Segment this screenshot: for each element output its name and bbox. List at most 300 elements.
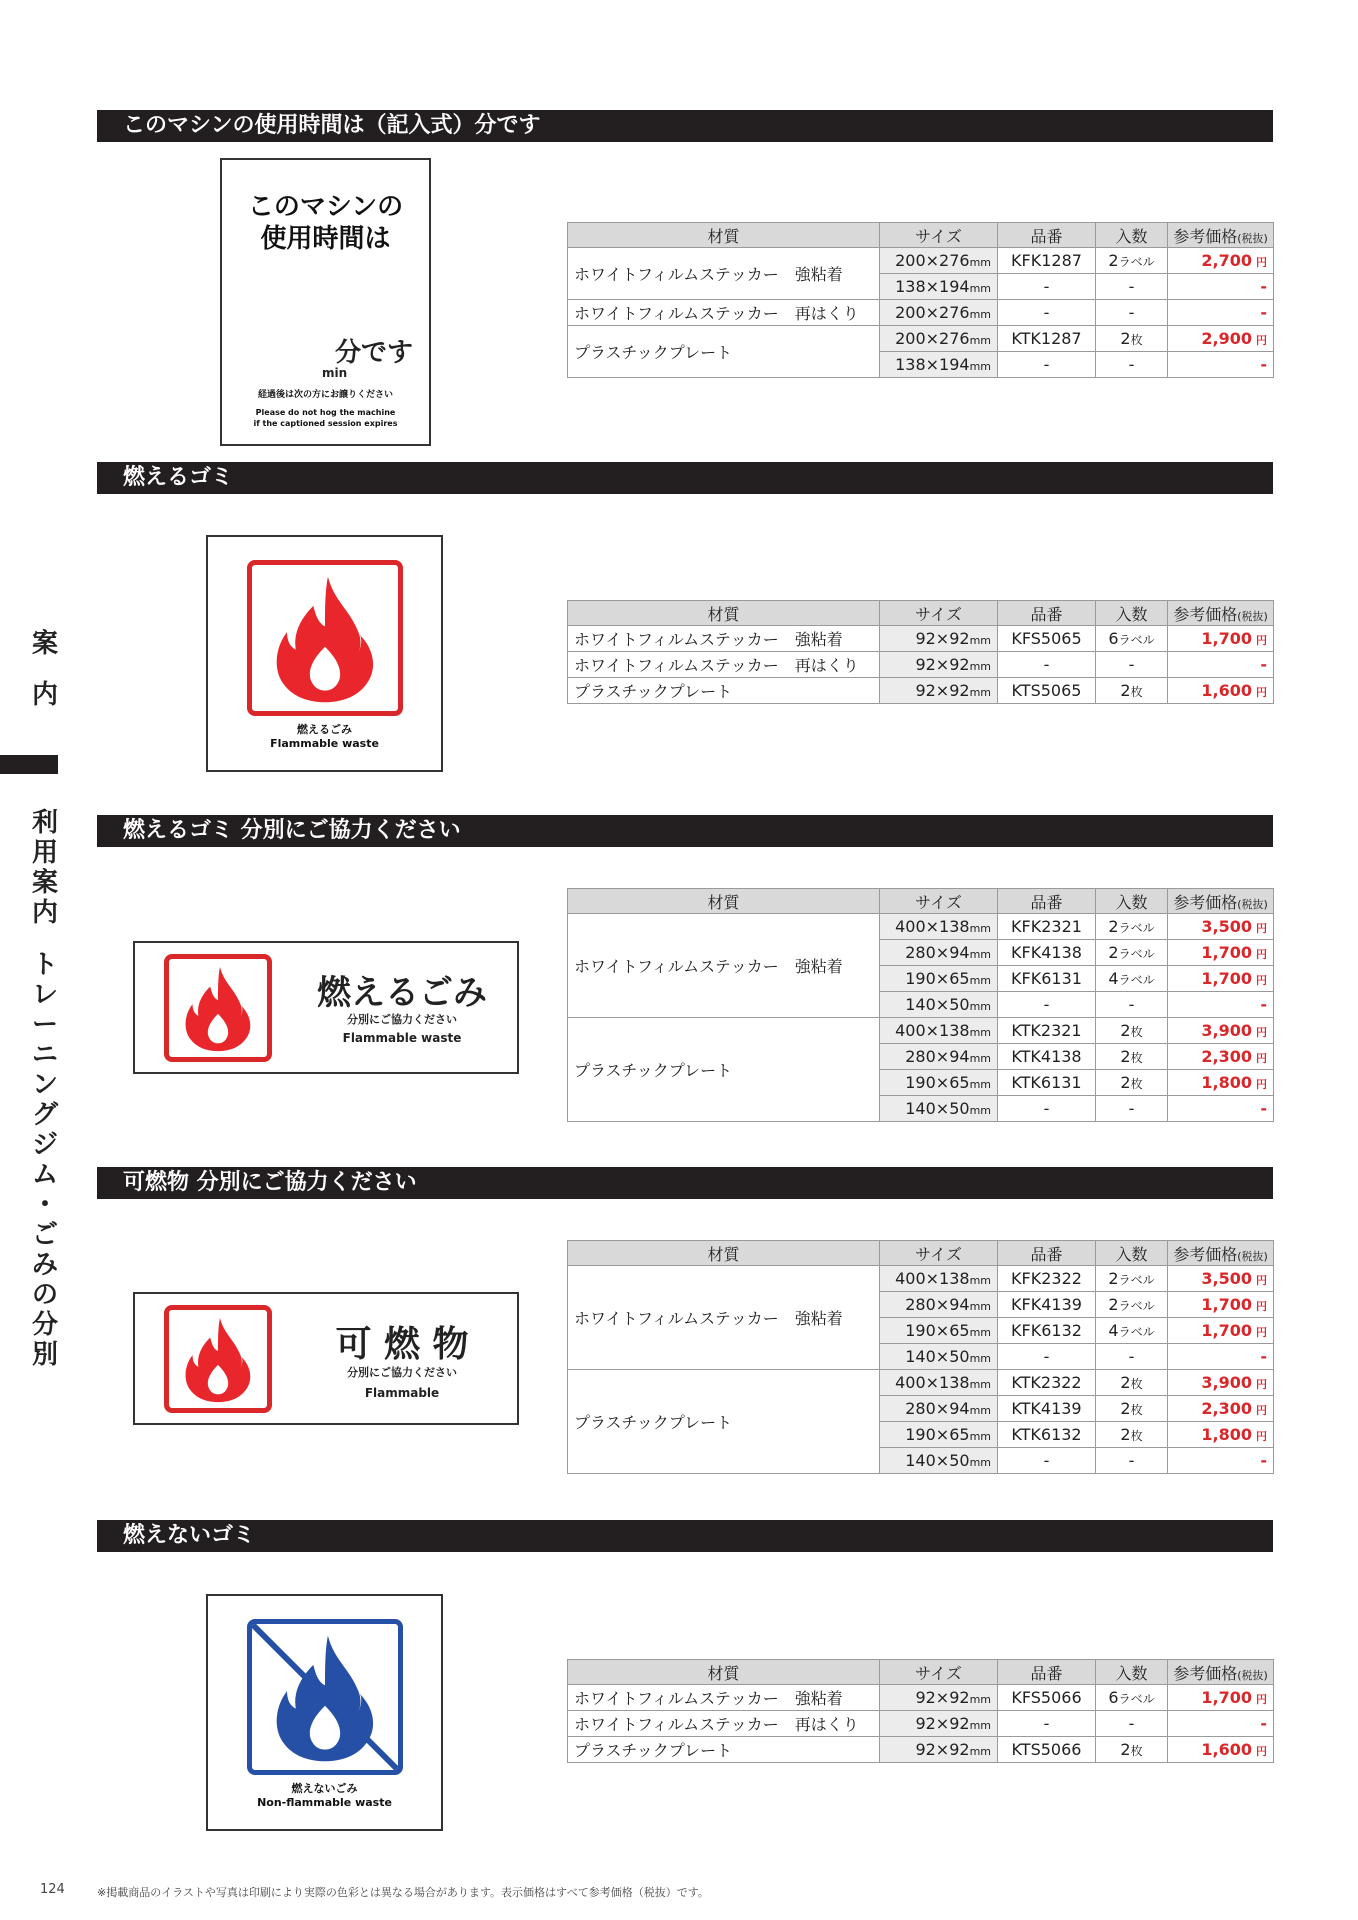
qty-unit: ラベル — [1118, 1692, 1155, 1706]
qty-value: 2 — [1120, 1740, 1131, 1759]
size-unit: mm — [969, 1719, 991, 1732]
cell-size — [880, 1448, 998, 1474]
table-row — [568, 1685, 1274, 1711]
qty-unit: 枚 — [1130, 1025, 1143, 1039]
header-qty: 入数 — [1096, 1660, 1168, 1685]
cell-size — [880, 940, 998, 966]
sign-text: このマシンの — [247, 192, 404, 222]
size-value: 140×50 — [905, 1347, 970, 1366]
price-value: - — [1260, 1451, 1267, 1470]
sign-text: min — [322, 366, 348, 380]
table-header-row — [568, 601, 1274, 626]
cell-price — [1168, 652, 1274, 678]
side-char: ト — [31, 950, 58, 980]
sign-text: 使用時間は — [260, 224, 391, 254]
cell-qty — [1096, 1396, 1168, 1422]
header-size: サイズ — [880, 601, 998, 626]
cell-size — [880, 1266, 998, 1292]
size-value: 140×50 — [905, 995, 970, 1014]
size-value: 400×138 — [895, 917, 970, 936]
size-unit: mm — [969, 1052, 991, 1065]
cell-size — [880, 992, 998, 1018]
header-price-note: (税抜) — [1237, 231, 1268, 245]
qty-value: 2 — [1120, 1425, 1131, 1444]
price-unit: 円 — [1256, 1274, 1267, 1287]
size-value: 92×92 — [915, 1688, 970, 1707]
qty-unit: 枚 — [1130, 1403, 1143, 1417]
table-header-row — [568, 1660, 1274, 1685]
price-unit: 円 — [1256, 1745, 1267, 1758]
cell-code: - — [998, 992, 1096, 1018]
table-row — [568, 1266, 1274, 1292]
side-char: ニ — [31, 1040, 58, 1070]
price-unit: 円 — [1256, 686, 1267, 699]
table-row — [568, 1018, 1274, 1044]
price-unit: 円 — [1256, 1693, 1267, 1706]
side-label-bottom — [28, 808, 62, 1370]
cell-qty — [1096, 326, 1168, 352]
cell-material: プラスチックプレート — [568, 326, 880, 378]
qty-value: 2 — [1120, 681, 1131, 700]
cell-price — [1168, 1448, 1274, 1474]
price-value: 3,500 — [1201, 917, 1252, 936]
cell-material: プラスチックプレート — [568, 678, 880, 704]
sign-text: Non-flammable waste — [257, 1796, 392, 1809]
header-price-note: (税抜) — [1237, 1249, 1268, 1263]
cell-material: ホワイトフィルムステッカー 強粘着 — [568, 248, 880, 300]
cell-code: KFS5066 — [998, 1685, 1096, 1711]
size-unit: mm — [969, 634, 991, 647]
price-unit: 円 — [1256, 1026, 1267, 1039]
cell-size — [880, 1370, 998, 1396]
price-unit: 円 — [1256, 1430, 1267, 1443]
cell-material: ホワイトフィルムステッカー 強粘着 — [568, 1266, 880, 1370]
price-value: 2,300 — [1201, 1047, 1252, 1066]
header-qty: 入数 — [1096, 1241, 1168, 1266]
cell-price — [1168, 966, 1274, 992]
price-value: - — [1260, 303, 1267, 322]
qty-unit: ラベル — [1118, 255, 1155, 269]
sign-flammable-wide — [133, 941, 519, 1074]
qty-value: - — [1128, 277, 1135, 296]
price-unit: 円 — [1256, 1052, 1267, 1065]
cell-size — [880, 326, 998, 352]
size-unit: mm — [969, 1693, 991, 1706]
header-code: 品番 — [998, 1660, 1096, 1685]
cell-price — [1168, 1685, 1274, 1711]
side-char: ジ — [31, 1130, 58, 1160]
size-value: 138×194 — [895, 355, 970, 374]
cell-qty — [1096, 966, 1168, 992]
side-char: 利 — [31, 808, 58, 838]
size-value: 400×138 — [895, 1373, 970, 1392]
cell-qty — [1096, 300, 1168, 326]
table-row — [568, 1370, 1274, 1396]
sign-text: Please do not hog the machine — [255, 408, 396, 417]
size-value: 190×65 — [905, 969, 970, 988]
qty-value: - — [1128, 303, 1135, 322]
cell-code: KFK1287 — [998, 248, 1096, 274]
cell-size — [880, 274, 998, 300]
size-unit: mm — [969, 256, 991, 269]
sign-frame — [164, 1305, 272, 1413]
side-char: 案 — [31, 868, 58, 898]
price-value: - — [1260, 355, 1267, 374]
qty-value: 2 — [1108, 251, 1119, 270]
cell-qty — [1096, 914, 1168, 940]
cell-price — [1168, 352, 1274, 378]
qty-value: - — [1128, 1714, 1135, 1733]
cell-code: KTK2321 — [998, 1018, 1096, 1044]
sign-text: 分別にご協力ください — [347, 1013, 457, 1026]
header-price-label: 参考価格 — [1173, 604, 1238, 624]
cell-code: KFK2322 — [998, 1266, 1096, 1292]
cell-price — [1168, 1018, 1274, 1044]
price-unit: 円 — [1256, 1378, 1267, 1391]
sign-text: Flammable — [364, 1386, 440, 1400]
qty-value: 6 — [1108, 629, 1119, 648]
price-value: 3,500 — [1201, 1269, 1252, 1288]
cell-material: プラスチックプレート — [568, 1370, 880, 1474]
header-code: 品番 — [998, 601, 1096, 626]
price-value: 1,700 — [1201, 1295, 1252, 1314]
cell-code: KTK2322 — [998, 1370, 1096, 1396]
cell-size — [880, 1737, 998, 1763]
size-unit: mm — [969, 948, 991, 961]
price-value: 3,900 — [1201, 1021, 1252, 1040]
price-value: 1,700 — [1201, 629, 1252, 648]
size-value: 140×50 — [905, 1451, 970, 1470]
header-price-label: 参考価格 — [1173, 1244, 1238, 1264]
cell-size — [880, 1711, 998, 1737]
price-value: - — [1260, 1099, 1267, 1118]
header-size: サイズ — [880, 889, 998, 914]
table-row — [568, 248, 1274, 274]
cell-qty — [1096, 992, 1168, 1018]
section-title: 可燃物 分別にご協力ください — [97, 1167, 1273, 1199]
section-title: 燃えるゴミ — [97, 462, 1273, 494]
qty-value: - — [1128, 1347, 1135, 1366]
table-row — [568, 626, 1274, 652]
price-value: - — [1260, 995, 1267, 1014]
size-unit: mm — [969, 1352, 991, 1365]
cell-code: - — [998, 652, 1096, 678]
cell-size — [880, 352, 998, 378]
section-title: このマシンの使用時間は（記入式）分です — [97, 110, 1273, 142]
header-price-label: 参考価格 — [1173, 226, 1238, 246]
price-value: 1,700 — [1201, 969, 1252, 988]
qty-unit: 枚 — [1130, 1077, 1143, 1091]
size-unit: mm — [969, 282, 991, 295]
price-value: 1,600 — [1201, 681, 1252, 700]
sign-combustible-wide — [133, 1292, 519, 1425]
cell-qty — [1096, 1448, 1168, 1474]
cell-material: ホワイトフィルムステッカー 再はくり — [568, 652, 880, 678]
size-value: 280×94 — [905, 1047, 970, 1066]
header-price-label: 参考価格 — [1173, 892, 1238, 912]
cell-code: - — [998, 274, 1096, 300]
table-row — [568, 1711, 1274, 1737]
header-qty: 入数 — [1096, 601, 1168, 626]
sign-text: Flammable waste — [270, 737, 379, 750]
side-char: 別 — [31, 1340, 58, 1370]
footer-note: ※掲載商品のイラストや写真は印刷により実際の色彩とは異なる場合があります。表示価格はすべて参考価格（税抜）です。 — [97, 1886, 709, 1899]
cell-price — [1168, 300, 1274, 326]
price-value: 2,900 — [1201, 329, 1252, 348]
price-unit: 円 — [1256, 1326, 1267, 1339]
cell-code: KFK6131 — [998, 966, 1096, 992]
flame-icon — [252, 565, 398, 711]
table-row — [568, 300, 1274, 326]
qty-value: - — [1128, 995, 1135, 1014]
section-title: 燃えないゴミ — [97, 1520, 1273, 1552]
qty-value: 4 — [1108, 1321, 1119, 1340]
size-value: 400×138 — [895, 1269, 970, 1288]
sign-frame — [164, 954, 272, 1062]
flame-icon — [169, 959, 267, 1057]
cell-code: KFK2321 — [998, 914, 1096, 940]
size-unit: mm — [969, 686, 991, 699]
side-char: 内 — [31, 680, 58, 711]
header-qty: 入数 — [1096, 223, 1168, 248]
size-value: 92×92 — [915, 681, 970, 700]
price-value: - — [1260, 1347, 1267, 1366]
qty-value: - — [1128, 1099, 1135, 1118]
header-price — [1168, 1241, 1274, 1266]
cell-code: - — [998, 1448, 1096, 1474]
header-material: 材質 — [568, 223, 880, 248]
size-unit: mm — [969, 1745, 991, 1758]
cell-qty — [1096, 1685, 1168, 1711]
header-material: 材質 — [568, 1660, 880, 1685]
qty-value: 2 — [1120, 1373, 1131, 1392]
table-row — [568, 652, 1274, 678]
cell-material: プラスチックプレート — [568, 1018, 880, 1122]
cell-material: ホワイトフィルムステッカー 再はくり — [568, 300, 880, 326]
cell-size — [880, 626, 998, 652]
cell-material: プラスチックプレート — [568, 1737, 880, 1763]
header-code: 品番 — [998, 889, 1096, 914]
cell-material: ホワイトフィルムステッカー 強粘着 — [568, 626, 880, 652]
sign-text: 可 燃 物 — [335, 1324, 469, 1365]
cell-qty — [1096, 1266, 1168, 1292]
spec-table — [567, 888, 1274, 1122]
cell-code: KFS5065 — [998, 626, 1096, 652]
header-price — [1168, 1660, 1274, 1685]
cell-code: KTK1287 — [998, 326, 1096, 352]
qty-unit: 枚 — [1130, 1377, 1143, 1391]
header-price-note: (税抜) — [1237, 897, 1268, 911]
cell-code: KFK4138 — [998, 940, 1096, 966]
size-value: 280×94 — [905, 1295, 970, 1314]
size-unit: mm — [969, 1404, 991, 1417]
side-char: 内 — [31, 898, 58, 928]
side-char: 案 — [31, 629, 58, 659]
size-value: 280×94 — [905, 943, 970, 962]
header-qty: 入数 — [1096, 889, 1168, 914]
size-unit: mm — [969, 334, 991, 347]
size-unit: mm — [969, 1378, 991, 1391]
size-unit: mm — [969, 660, 991, 673]
sign-text: 燃えるごみ — [297, 723, 352, 736]
qty-value: 2 — [1120, 1021, 1131, 1040]
side-char: ム — [31, 1160, 58, 1190]
header-code: 品番 — [998, 223, 1096, 248]
spec-table — [567, 222, 1274, 378]
cell-price — [1168, 1422, 1274, 1448]
table-header-row — [568, 889, 1274, 914]
header-size: サイズ — [880, 223, 998, 248]
size-value: 92×92 — [915, 1714, 970, 1733]
cell-price — [1168, 1370, 1274, 1396]
qty-unit: ラベル — [1118, 1273, 1155, 1287]
cell-size — [880, 652, 998, 678]
cell-price — [1168, 626, 1274, 652]
cell-size — [880, 1685, 998, 1711]
sign-text: 燃えるごみ — [317, 973, 487, 1013]
cell-qty — [1096, 1737, 1168, 1763]
price-unit: 円 — [1256, 634, 1267, 647]
cell-qty — [1096, 1292, 1168, 1318]
side-char: ご — [31, 1220, 58, 1250]
size-value: 280×94 — [905, 1399, 970, 1418]
cell-price — [1168, 248, 1274, 274]
cell-code: - — [998, 1711, 1096, 1737]
cell-code: KTS5066 — [998, 1737, 1096, 1763]
cell-size — [880, 966, 998, 992]
qty-value: 2 — [1120, 1399, 1131, 1418]
size-value: 140×50 — [905, 1099, 970, 1118]
size-value: 190×65 — [905, 1321, 970, 1340]
qty-value: 2 — [1108, 943, 1119, 962]
cell-qty — [1096, 1070, 1168, 1096]
price-value: - — [1260, 277, 1267, 296]
cell-size — [880, 914, 998, 940]
size-unit: mm — [969, 1078, 991, 1091]
price-unit: 円 — [1256, 1404, 1267, 1417]
table-row — [568, 326, 1274, 352]
size-unit: mm — [969, 1274, 991, 1287]
price-unit: 円 — [1256, 974, 1267, 987]
cell-qty — [1096, 626, 1168, 652]
cell-qty — [1096, 1018, 1168, 1044]
cell-qty — [1096, 652, 1168, 678]
size-value: 200×276 — [895, 251, 970, 270]
qty-unit: 枚 — [1130, 1744, 1143, 1758]
qty-unit: ラベル — [1118, 1299, 1155, 1313]
side-char: ー — [31, 1010, 58, 1040]
table-header-row — [568, 1241, 1274, 1266]
cell-price — [1168, 1292, 1274, 1318]
header-size: サイズ — [880, 1241, 998, 1266]
price-unit: 円 — [1256, 1300, 1267, 1313]
header-material: 材質 — [568, 889, 880, 914]
qty-unit: 枚 — [1130, 333, 1143, 347]
cell-price — [1168, 1737, 1274, 1763]
qty-unit: ラベル — [1118, 921, 1155, 935]
sign-non-flammable — [206, 1594, 443, 1831]
cell-qty — [1096, 1344, 1168, 1370]
qty-unit: ラベル — [1118, 1325, 1155, 1339]
cell-size — [880, 1396, 998, 1422]
qty-value: 2 — [1120, 1047, 1131, 1066]
qty-value: - — [1128, 1451, 1135, 1470]
cell-qty — [1096, 1422, 1168, 1448]
side-label-top — [28, 630, 62, 710]
qty-value: 2 — [1120, 329, 1131, 348]
cell-size — [880, 248, 998, 274]
size-unit: mm — [969, 1000, 991, 1013]
cell-price — [1168, 1344, 1274, 1370]
cell-qty — [1096, 940, 1168, 966]
price-value: 1,800 — [1201, 1073, 1252, 1092]
cell-size — [880, 1096, 998, 1122]
price-value: - — [1260, 1714, 1267, 1733]
cell-size — [880, 1422, 998, 1448]
sign-text: 経過後は次の方にお譲りください — [257, 390, 393, 400]
cell-qty — [1096, 1044, 1168, 1070]
cell-code: KTK4139 — [998, 1396, 1096, 1422]
cell-material: ホワイトフィルムステッカー 強粘着 — [568, 914, 880, 1018]
size-value: 92×92 — [915, 1740, 970, 1759]
side-char: ン — [31, 1070, 58, 1100]
qty-value: 6 — [1108, 1688, 1119, 1707]
size-unit: mm — [969, 360, 991, 373]
flame-icon — [169, 1310, 267, 1408]
cell-qty — [1096, 352, 1168, 378]
cell-qty — [1096, 1318, 1168, 1344]
cell-price — [1168, 1096, 1274, 1122]
size-value: 92×92 — [915, 655, 970, 674]
sign-flammable — [206, 535, 443, 772]
sign-frame — [247, 1619, 403, 1775]
sign-text: Flammable waste — [342, 1031, 462, 1045]
table-row — [568, 1737, 1274, 1763]
header-price-note: (税抜) — [1237, 609, 1268, 623]
table-row — [568, 914, 1274, 940]
qty-value: 2 — [1108, 1269, 1119, 1288]
cell-qty — [1096, 248, 1168, 274]
price-value: 1,700 — [1201, 1688, 1252, 1707]
cell-code: KFK6132 — [998, 1318, 1096, 1344]
cell-code: - — [998, 300, 1096, 326]
qty-value: 2 — [1108, 1295, 1119, 1314]
qty-value: - — [1128, 655, 1135, 674]
cell-price — [1168, 274, 1274, 300]
cell-qty — [1096, 678, 1168, 704]
cell-price — [1168, 1070, 1274, 1096]
side-char: レ — [31, 980, 58, 1010]
price-value: 1,800 — [1201, 1425, 1252, 1444]
cell-price — [1168, 940, 1274, 966]
qty-unit: ラベル — [1118, 973, 1155, 987]
sign-text: 燃えないごみ — [291, 1782, 358, 1795]
cell-price — [1168, 1711, 1274, 1737]
header-code: 品番 — [998, 1241, 1096, 1266]
cell-price — [1168, 914, 1274, 940]
side-char: の — [31, 1280, 58, 1310]
cell-code: KFK4139 — [998, 1292, 1096, 1318]
price-value: 1,600 — [1201, 1740, 1252, 1759]
size-value: 92×92 — [915, 629, 970, 648]
cell-size — [880, 1292, 998, 1318]
price-value: 1,700 — [1201, 1321, 1252, 1340]
qty-value: 2 — [1120, 1073, 1131, 1092]
qty-value: 2 — [1108, 917, 1119, 936]
price-value: - — [1260, 655, 1267, 674]
spec-table — [567, 600, 1274, 704]
side-char: グ — [31, 1100, 58, 1130]
